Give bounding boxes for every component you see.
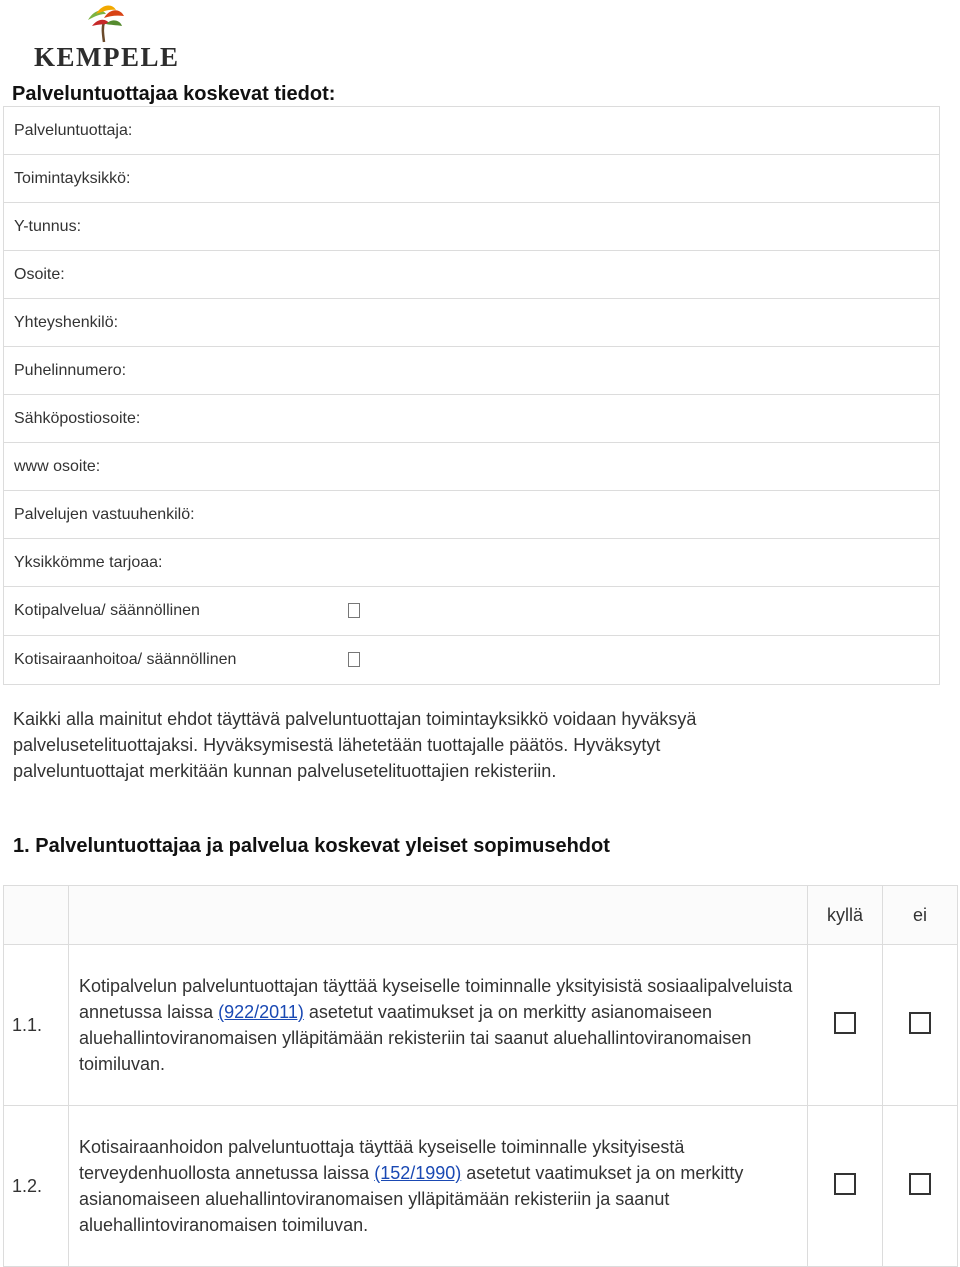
- term-1-1-no-checkbox[interactable]: [909, 1012, 931, 1034]
- term-text-before: Kotipalvelun palveluntuottajan täyttää kyseiselle toiminnalle yksityisistä sosiaalipalveluista annetussa laissa: [79, 976, 793, 1022]
- field-row: [4, 395, 940, 443]
- field-contact-person[interactable]: Yhteyshenkilö:: [4, 299, 940, 347]
- field-phone[interactable]: Puhelinnumero:: [4, 347, 940, 395]
- provider-info-table: [3, 106, 940, 685]
- field-provider[interactable]: Palveluntuottaja:: [4, 107, 940, 155]
- field-row: [4, 107, 940, 155]
- term-number: 1.2.: [4, 1106, 69, 1267]
- field-email[interactable]: Sähköpostiosoite:: [4, 395, 940, 443]
- terms-header-row: [4, 886, 958, 945]
- terms-table: [3, 885, 958, 1267]
- terms-row: [4, 945, 958, 1106]
- term-1-2-no-checkbox[interactable]: [909, 1173, 931, 1195]
- kempele-logo: [34, 4, 180, 72]
- intro-line-2: palvelusetelituottajaksi. Hyväksymisestä lähetetään tuottajalle päätös. Hyväksytyt: [13, 735, 661, 755]
- field-business-id[interactable]: Y-tunnus:: [4, 203, 940, 251]
- term-1-2-yes-checkbox[interactable]: [834, 1173, 856, 1195]
- option-label-home-nursing: Kotisairaanhoitoa/ säännöllinen: [4, 636, 346, 685]
- field-row: [4, 299, 940, 347]
- terms-section-title: 1. Palveluntuottajaa ja palvelua koskevat yleiset sopimusehdot: [13, 835, 610, 857]
- field-website[interactable]: www osoite:: [4, 443, 940, 491]
- intro-line-3: palveluntuottajat merkitään kunnan palvelusetelituottajien rekisteriin.: [13, 761, 557, 781]
- field-row: [4, 155, 940, 203]
- logo-text: KEMPELE: [34, 42, 180, 72]
- field-address[interactable]: Osoite:: [4, 251, 940, 299]
- term-text: [69, 1106, 808, 1267]
- field-row: [4, 443, 940, 491]
- option-label-home-service: Kotipalvelua/ säännöllinen: [4, 587, 346, 636]
- field-unit[interactable]: Toimintayksikkö:: [4, 155, 940, 203]
- intro-paragraph: [13, 706, 913, 784]
- home-nursing-checkbox[interactable]: [348, 652, 360, 667]
- header-num-cell: [4, 886, 69, 945]
- field-unit-offers: Yksikkömme tarjoaa:: [4, 539, 940, 587]
- provider-section-title: Palveluntuottajaa koskevat tiedot:: [12, 83, 336, 105]
- field-responsible-person[interactable]: Palvelujen vastuuhenkilö:: [4, 491, 940, 539]
- intro-line-1: Kaikki alla mainitut ehdot täyttävä palveluntuottajan toimintayksikkö voidaan hyväksyä: [13, 709, 697, 729]
- field-row: [4, 251, 940, 299]
- term-text-after: asetetut vaatimukset ja on merkitty asianomaiseen aluehallintoviranomaisen ylläpitämään rekisteriin ja saanut aluehallintoviranomaisen toimiluvan.: [79, 1163, 744, 1235]
- term-1-1-yes-checkbox[interactable]: [834, 1012, 856, 1034]
- law-link-922-2011[interactable]: (922/2011): [218, 1002, 304, 1022]
- law-link-152-1990[interactable]: (152/1990): [374, 1163, 462, 1183]
- column-header-yes: kyllä: [808, 886, 883, 945]
- field-row: [4, 347, 940, 395]
- header-text-cell: [69, 886, 808, 945]
- option-row: [4, 636, 940, 685]
- home-service-checkbox[interactable]: [348, 603, 360, 618]
- field-row: [4, 203, 940, 251]
- terms-row: [4, 1106, 958, 1267]
- term-number: 1.1.: [4, 945, 69, 1106]
- option-row: [4, 587, 940, 636]
- field-row: [4, 539, 940, 587]
- column-header-no: ei: [883, 886, 958, 945]
- term-text: [69, 945, 808, 1106]
- tree-logo-icon: [82, 4, 126, 44]
- term-text-before: Kotisairaanhoidon palveluntuottaja täyttää kyseiselle toiminnalle yksityisestä terveydenhuollosta annetussa laissa: [79, 1137, 685, 1183]
- field-row: [4, 491, 940, 539]
- term-text-after: asetetut vaatimukset ja on merkitty asianomaiseen aluehallintoviranomaisen ylläpitämään rekisteriin tai saanut aluehallintoviranomaisen toimiluvan.: [79, 1002, 752, 1074]
